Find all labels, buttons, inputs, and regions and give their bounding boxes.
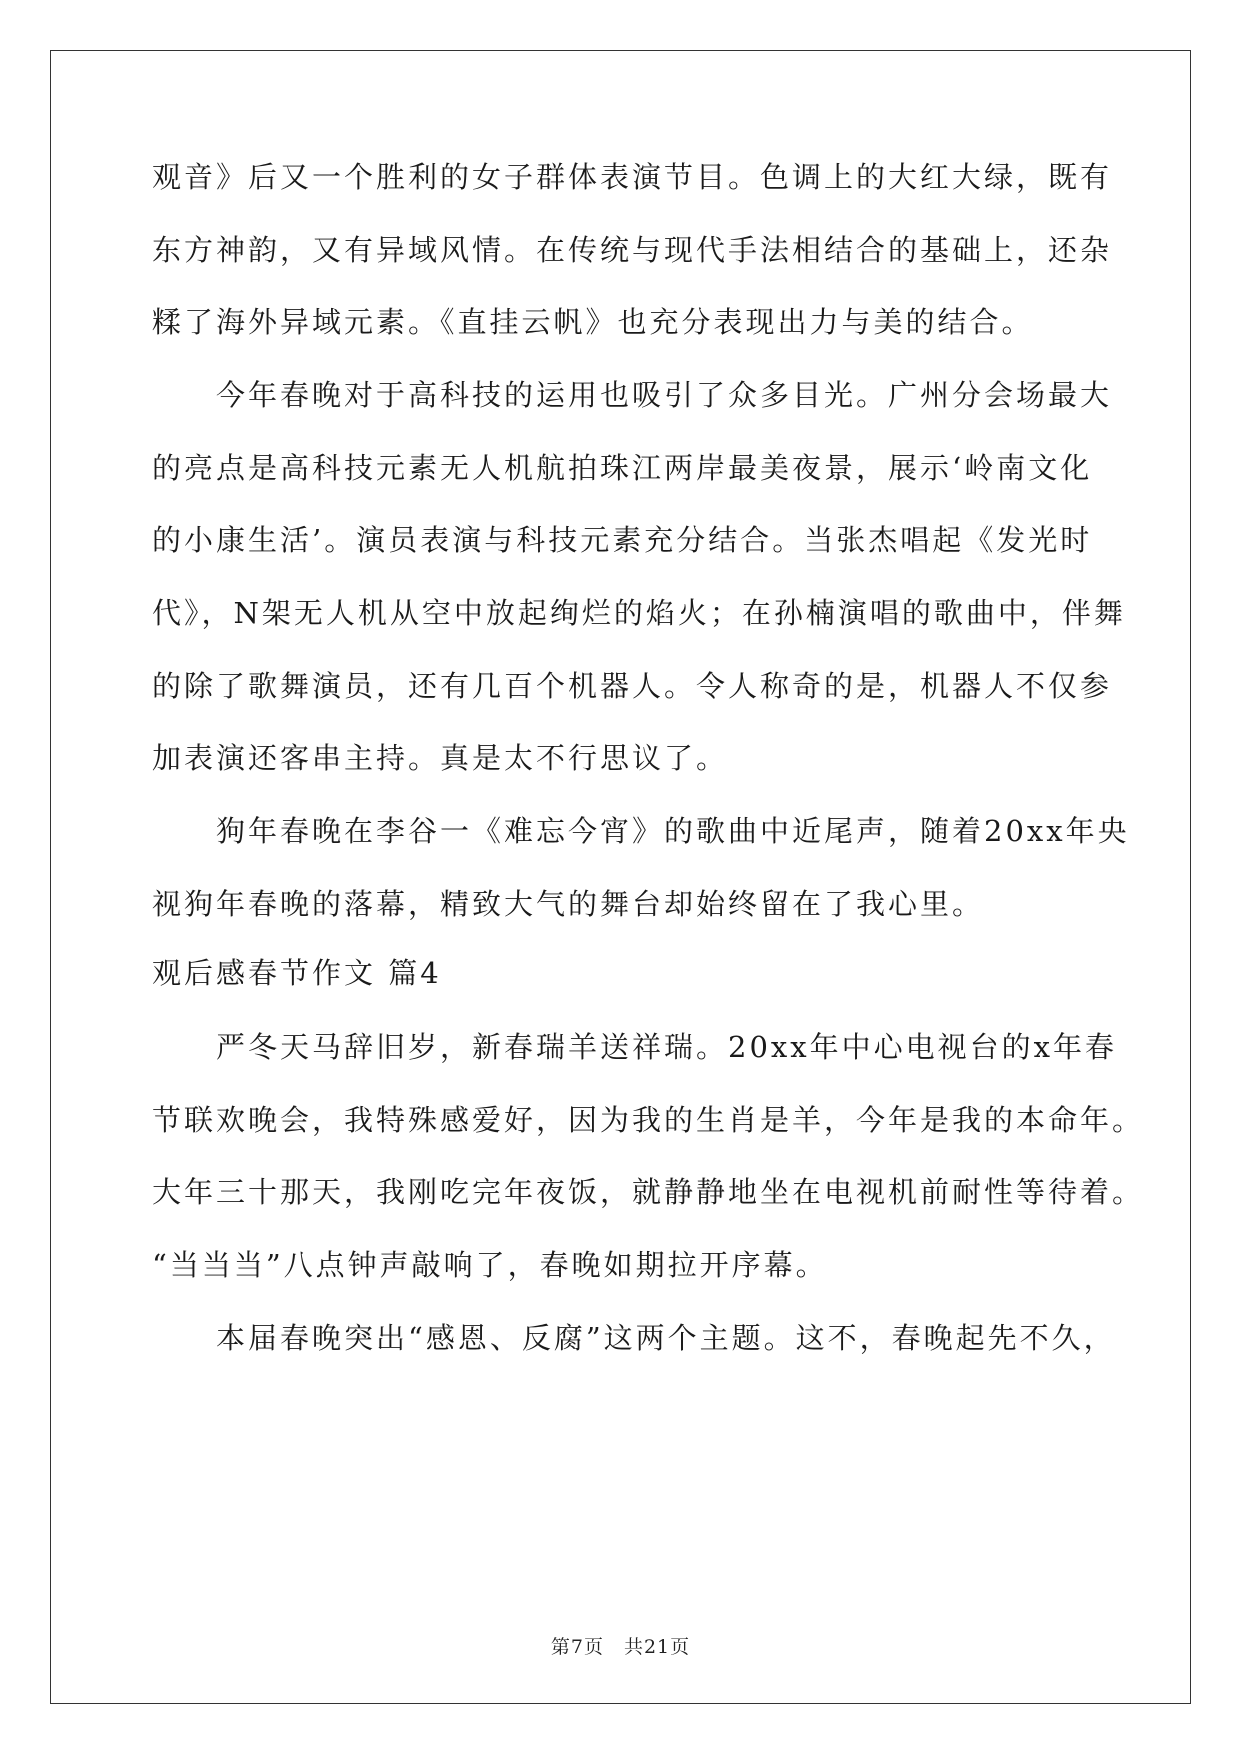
text-line: 今年春晚对于高科技的运用也吸引了众多目光。广州分会场最大 <box>152 378 1113 412</box>
text-line: 的小康生活’。演员表演与科技元素充分结合。当张杰唱起《发光时 <box>152 523 1093 557</box>
text-line: 观音》后又一个胜利的女子群体表演节目。色调上的大红大绿，既有 <box>152 160 1113 194</box>
text-line: 节联欢晚会，我特殊感爱好，因为我的生肖是羊，今年是我的本命年。 <box>152 1103 1145 1137</box>
text-line: 严冬天马辞旧岁，新春瑞羊送祥瑞。20xx年中心电视台的x年春 <box>152 1030 1117 1064</box>
text-line: 的亮点是高科技元素无人机航拍珠江两岸最美夜景，展示‘岭南文化 <box>152 451 1093 485</box>
text-line: 东方神韵，又有异域风情。在传统与现代手法相结合的基础上，还杂 <box>152 233 1113 267</box>
text-line: 加表演还客串主持。真是太不行思议了。 <box>152 741 729 775</box>
text-line: 糅了海外异域元素。《直挂云帆》也充分表现出力与美的结合。 <box>152 305 1034 339</box>
text-line: 大年三十那天，我刚吃完年夜饭，就静静地坐在电视机前耐性等待着。 <box>152 1175 1145 1209</box>
text-line: 狗年春晚在李谷一《难忘今宵》的歌曲中近尾声，随着20xx年央 <box>152 814 1130 848</box>
text-line: 本届春晚突出“感恩、反腐”这两个主题。这不，春晚起先不久， <box>152 1321 1116 1355</box>
text-line: “当当当”八点钟声敲响了，春晚如期拉开序幕。 <box>152 1248 828 1282</box>
page-border <box>50 50 1191 1704</box>
text-line: 代》，N架无人机从空中放起绚烂的焰火；在孙楠演唱的歌曲中，伴舞 <box>152 596 1126 630</box>
text-line: 视狗年春晚的落幕，精致大气的舞台却始终留在了我心里。 <box>152 887 985 921</box>
section-heading: 观后感春节作文 篇4 <box>152 956 442 990</box>
text-line: 的除了歌舞演员，还有几百个机器人。令人称奇的是，机器人不仅参 <box>152 669 1113 703</box>
page-number-footer: 第7页 共21页 <box>550 1636 691 1658</box>
